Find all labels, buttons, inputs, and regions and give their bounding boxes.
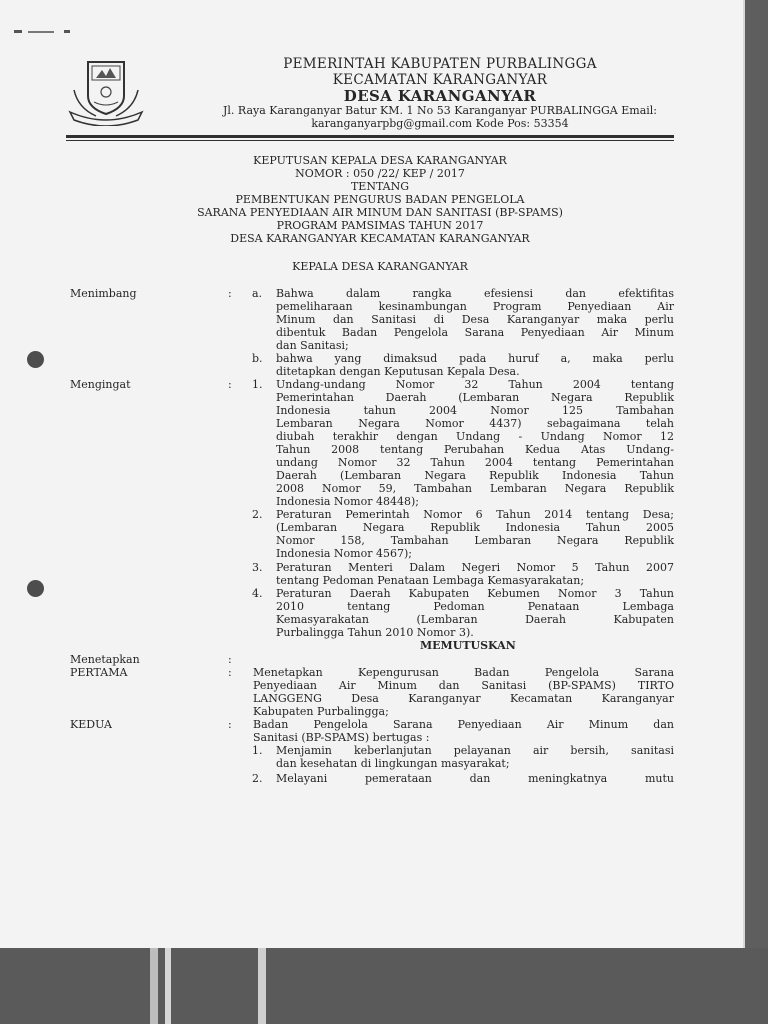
clause-line: Pemerintahan Daerah (Lembaran Negara Republik	[276, 391, 674, 404]
clause-line: Menjamin keberlanjutan pelayanan air bersih, sanitasi	[276, 744, 674, 757]
clause-line: Minum dan Sanitasi di Desa Karanganyar maka perlu	[276, 313, 674, 326]
clause-line: Tahun 2008 tentang Perubahan Kedua Atas Undang-	[276, 443, 674, 456]
item-marker: 4.	[252, 587, 263, 600]
clause-line: Daerah (Lembaran Negara Republik Indonesia Tahun	[276, 469, 674, 482]
scan-stripe	[150, 948, 158, 1024]
letterhead-rule	[66, 135, 674, 138]
scan-stripe	[165, 948, 171, 1024]
clause-line: Undang-undang Nomor 32 Tahun 2004 tentang	[276, 378, 674, 391]
clause-line: pemeliharaan kesinambungan Program Penyediaan Air	[276, 300, 674, 313]
section-colon: :	[228, 378, 232, 391]
section-label-menetapkan: Menetapkan	[70, 653, 140, 666]
section-colon: :	[228, 287, 232, 300]
clause-line: Indonesia tahun 2004 Nomor 125 Tambahan	[276, 404, 674, 417]
scan-background	[0, 948, 768, 1024]
section-label-menimbang: Menimbang	[70, 287, 137, 300]
item-marker: 1.	[252, 378, 263, 391]
clause-line: dan kesehatan di lingkungan masyarakat;	[276, 757, 510, 770]
clause-line: Lembaran Negara Nomor 4437) sebagaimana telah	[276, 417, 674, 430]
memutuskan-heading: MEMUTUSKAN	[420, 639, 516, 652]
clause-line: 2010 tentang Pedoman Penataan Lembaga	[276, 600, 674, 613]
clause-line: Sanitasi (BP-SPAMS) bertugas :	[253, 731, 430, 744]
clause-line: undang Nomor 32 Tahun 2004 tentang Pemerintahan	[276, 456, 674, 469]
clause-line: dibentuk Badan Pengelola Sarana Penyediaan Air Minum	[276, 326, 674, 339]
clause-line: Indonesia Nomor 48448);	[276, 495, 419, 508]
clause-line: LANGGENG Desa Karanganyar Kecamatan Karanganyar	[253, 692, 674, 705]
section-label-mengingat: Mengingat	[70, 378, 131, 391]
clause-line: Peraturan Daerah Kabupaten Kebumen Nomor 3 Tahun	[276, 587, 674, 600]
decree-subject: PEMBENTUKAN PENGURUS BADAN PENGELOLA	[235, 193, 525, 206]
decree-title: KEPUTUSAN KEPALA DESA KARANGANYAR	[253, 154, 507, 167]
section-colon: :	[228, 666, 232, 679]
clause-line: Peraturan Menteri Dalam Negeri Nomor 5 Tahun 2007	[276, 561, 674, 574]
punch-hole	[27, 580, 44, 597]
clause-line: Indonesia Nomor 4567);	[276, 547, 412, 560]
clause-line: Kabupaten Purbalingga;	[253, 705, 389, 718]
letterhead-rule	[66, 140, 674, 141]
clause-line: tentang Pedoman Penataan Lembaga Kemasyarakatan;	[276, 574, 585, 587]
section-label-pertama: PERTAMA	[70, 666, 128, 679]
clause-line: Peraturan Pemerintah Nomor 6 Tahun 2014 tentang Desa;	[276, 508, 674, 521]
letterhead-government: PEMERINTAH KABUPATEN PURBALINGGA	[283, 56, 597, 72]
clause-line: Kemasyarakatan (Lembaran Daerah Kabupaten	[276, 613, 674, 626]
letterhead-contact: karanganyarpbg@gmail.com Kode Pos: 53354	[311, 117, 569, 130]
decree-tentang: TENTANG	[350, 180, 410, 193]
item-marker: 2.	[252, 772, 263, 785]
punch-hole	[27, 351, 44, 368]
scan-stripe	[258, 948, 266, 1024]
clause-line: Bahwa dalam rangka efesiensi dan efektifitas	[276, 287, 674, 300]
clause-line: Menetapkan Kepengurusan Badan Pengelola Sarana	[253, 666, 674, 679]
clause-line: ditetapkan dengan Keputusan Kepala Desa.	[276, 365, 520, 378]
clause-line: Penyediaan Air Minum dan Sanitasi (BP-SPAMS) TIRTO	[253, 679, 674, 692]
regency-crest-icon	[66, 56, 146, 126]
clause-line: dan Sanitasi;	[276, 339, 349, 352]
scan-marks	[14, 30, 70, 34]
section-colon: :	[228, 653, 232, 666]
clause-line: Nomor 158, Tambahan Lembaran Negara Republik	[276, 534, 674, 547]
item-marker: 3.	[252, 561, 263, 574]
decree-issuer: KEPALA DESA KARANGANYAR	[292, 260, 468, 273]
letterhead-district: KECAMATAN KARANGANYAR	[332, 72, 548, 88]
decree-subject: PROGRAM PAMSIMAS TAHUN 2017	[276, 219, 484, 232]
clause-line: diubah terakhir dengan Undang - Undang Nomor 12	[276, 430, 674, 443]
section-label-kedua: KEDUA	[70, 718, 112, 731]
item-marker: 2.	[252, 508, 263, 521]
clause-line: (Lembaran Negara Republik Indonesia Tahun 2005	[276, 521, 674, 534]
decree-subject: DESA KARANGANYAR KECAMATAN KARANGANYAR	[230, 232, 530, 245]
item-marker: b.	[252, 352, 263, 365]
letterhead-address: Jl. Raya Karanganyar Batur KM. 1 No 53 Karanganyar PURBALINGGA Email:	[222, 104, 657, 117]
clause-line: Badan Pengelola Sarana Penyediaan Air Minum dan	[253, 718, 674, 731]
item-marker: a.	[252, 287, 263, 300]
clause-line: bahwa yang dimaksud pada huruf a, maka perlu	[276, 352, 674, 365]
letterhead-village: DESA KARANGANYAR	[343, 87, 537, 105]
clause-line: Melayani pemerataan dan meningkatnya mutu	[276, 772, 674, 785]
decree-number: NOMOR : 050 /22/ KEP / 2017	[295, 167, 465, 180]
clause-line: 2008 Nomor 59, Tambahan Lembaran Negara Republik	[276, 482, 674, 495]
decree-subject: SARANA PENYEDIAAN AIR MINUM DAN SANITASI (BP-SPAMS)	[197, 206, 563, 219]
item-marker: 1.	[252, 744, 263, 757]
clause-line: Purbalingga Tahun 2010 Nomor 3).	[276, 626, 474, 639]
section-colon: :	[228, 718, 232, 731]
